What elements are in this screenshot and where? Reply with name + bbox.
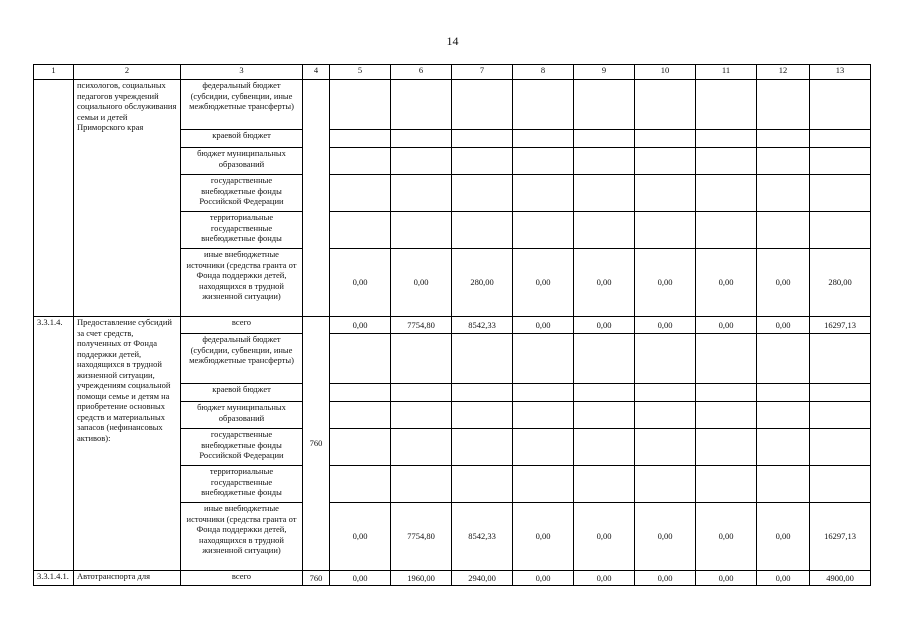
value-cell: 0,00 (330, 317, 391, 334)
value-cell (635, 384, 696, 402)
value-cell (391, 212, 452, 249)
value-cell: 0,00 (513, 249, 574, 317)
value-cell: 0,00 (757, 503, 810, 571)
value-cell: 0,00 (574, 249, 635, 317)
value-cell (696, 175, 757, 212)
value-cell (513, 80, 574, 130)
value-cell: 2940,00 (452, 571, 513, 586)
header-cell: 11 (696, 65, 757, 80)
value-cell (635, 212, 696, 249)
value-cell (452, 175, 513, 212)
value-cell (330, 175, 391, 212)
value-cell: 8542,33 (452, 317, 513, 334)
budget-table (33, 64, 871, 586)
table-row (34, 317, 871, 334)
value-cell: 0,00 (635, 249, 696, 317)
value-cell (696, 212, 757, 249)
header-cell: 6 (391, 65, 452, 80)
header-cell: 10 (635, 65, 696, 80)
value-cell (635, 80, 696, 130)
value-cell (513, 384, 574, 402)
value-cell: 0,00 (574, 317, 635, 334)
value-cell: 280,00 (452, 249, 513, 317)
value-cell (810, 429, 871, 466)
funding-source: территориальные государственные внебюджетные фонды (181, 212, 303, 249)
table-row (34, 80, 871, 130)
value-cell: 7754,80 (391, 503, 452, 571)
page-number: 14 (446, 34, 459, 48)
col4-cell: 760 (303, 317, 330, 571)
value-cell: 0,00 (696, 571, 757, 586)
value-cell (330, 429, 391, 466)
value-cell (635, 466, 696, 503)
header-cell: 8 (513, 65, 574, 80)
value-cell (513, 175, 574, 212)
header-row (34, 65, 871, 80)
value-cell (513, 466, 574, 503)
value-cell (757, 130, 810, 148)
value-cell (810, 148, 871, 175)
funding-source: всего (181, 571, 303, 586)
value-cell (452, 466, 513, 503)
item-name: психологов, социальных педагогов учреждений социального обслуживания семьи и детей Приморского края (74, 80, 181, 317)
value-cell (635, 402, 696, 429)
header-cell: 4 (303, 65, 330, 80)
value-cell (330, 402, 391, 429)
value-cell (452, 130, 513, 148)
value-cell (810, 384, 871, 402)
value-cell (696, 80, 757, 130)
table-row (34, 571, 871, 586)
value-cell: 0,00 (574, 571, 635, 586)
value-cell (635, 334, 696, 384)
value-cell: 0,00 (330, 249, 391, 317)
value-cell (513, 130, 574, 148)
header-cell: 9 (574, 65, 635, 80)
value-cell (452, 384, 513, 402)
value-cell (757, 429, 810, 466)
value-cell: 0,00 (696, 317, 757, 334)
value-cell (635, 148, 696, 175)
value-cell (635, 429, 696, 466)
value-cell: 0,00 (330, 571, 391, 586)
header-cell: 12 (757, 65, 810, 80)
value-cell (513, 212, 574, 249)
value-cell (757, 212, 810, 249)
value-cell (452, 80, 513, 130)
value-cell: 0,00 (391, 249, 452, 317)
value-cell (696, 148, 757, 175)
funding-source: государственные внебюджетные фонды Российской Федерации (181, 175, 303, 212)
value-cell (513, 402, 574, 429)
value-cell (757, 384, 810, 402)
value-cell (574, 402, 635, 429)
value-cell (391, 384, 452, 402)
value-cell (757, 175, 810, 212)
header-cell: 5 (330, 65, 391, 80)
value-cell (574, 212, 635, 249)
value-cell (330, 334, 391, 384)
col4-cell: 760 (303, 571, 330, 586)
code-cell: 3.3.1.4.1. (34, 571, 74, 586)
value-cell (574, 80, 635, 130)
value-cell (635, 175, 696, 212)
value-cell (391, 402, 452, 429)
header-cell: 3 (181, 65, 303, 80)
value-cell (810, 334, 871, 384)
header-cell: 13 (810, 65, 871, 80)
funding-source: бюджет муниципальных образований (181, 402, 303, 429)
code-cell (34, 80, 74, 317)
value-cell: 0,00 (696, 503, 757, 571)
value-cell (757, 334, 810, 384)
value-cell (574, 384, 635, 402)
col4-cell (303, 80, 330, 317)
value-cell (696, 334, 757, 384)
funding-source: государственные внебюджетные фонды Российской Федерации (181, 429, 303, 466)
value-cell (696, 402, 757, 429)
funding-source: краевой бюджет (181, 130, 303, 148)
value-cell (696, 429, 757, 466)
value-cell (757, 402, 810, 429)
funding-source: иные внебюджетные источники (средства гранта от Фонда поддержки детей, находящихся в трудной жизненной ситуации) (181, 249, 303, 317)
value-cell (513, 334, 574, 384)
value-cell (391, 148, 452, 175)
value-cell: 0,00 (757, 571, 810, 586)
value-cell (574, 466, 635, 503)
value-cell (513, 148, 574, 175)
value-cell: 0,00 (513, 571, 574, 586)
code-cell: 3.3.1.4. (34, 317, 74, 571)
value-cell: 0,00 (574, 503, 635, 571)
value-cell (391, 130, 452, 148)
value-cell (574, 175, 635, 212)
value-cell: 0,00 (330, 503, 391, 571)
value-cell: 4900,00 (810, 571, 871, 586)
value-cell: 0,00 (696, 249, 757, 317)
value-cell (391, 175, 452, 212)
funding-source: территориальные государственные внебюджетные фонды (181, 466, 303, 503)
value-cell (757, 80, 810, 130)
item-name: Предоставление субсидий за счет средств, полученных от Фонда поддержки детей, находящихся в трудной жизненной ситуации, учреждениям социальной помощи семье и детям на приобретение основных средств и материальных запасов (нефинансовых активов): (74, 317, 181, 571)
value-cell (330, 384, 391, 402)
value-cell (696, 130, 757, 148)
value-cell (391, 429, 452, 466)
value-cell (330, 148, 391, 175)
value-cell: 0,00 (513, 317, 574, 334)
value-cell: 8542,33 (452, 503, 513, 571)
value-cell (330, 130, 391, 148)
value-cell: 0,00 (635, 317, 696, 334)
funding-source: бюджет муниципальных образований (181, 148, 303, 175)
value-cell (330, 466, 391, 503)
value-cell: 0,00 (513, 503, 574, 571)
value-cell (810, 80, 871, 130)
funding-source: федеральный бюджет (субсидии, субвенции, иные межбюджетные трансферты) (181, 80, 303, 130)
value-cell (757, 466, 810, 503)
value-cell: 280,00 (810, 249, 871, 317)
value-cell (574, 334, 635, 384)
value-cell (574, 148, 635, 175)
value-cell (810, 175, 871, 212)
value-cell: 0,00 (757, 317, 810, 334)
value-cell (810, 402, 871, 429)
value-cell: 1960,00 (391, 571, 452, 586)
value-cell (452, 334, 513, 384)
value-cell (810, 466, 871, 503)
value-cell (330, 212, 391, 249)
value-cell (513, 429, 574, 466)
funding-source: иные внебюджетные источники (средства гранта от Фонда поддержки детей, находящихся в трудной жизненной ситуации) (181, 503, 303, 571)
funding-source: всего (181, 317, 303, 334)
value-cell (452, 429, 513, 466)
funding-source: федеральный бюджет (субсидии, субвенции, иные межбюджетные трансферты) (181, 334, 303, 384)
value-cell: 7754,80 (391, 317, 452, 334)
value-cell (391, 80, 452, 130)
header-cell: 1 (34, 65, 74, 80)
value-cell (391, 466, 452, 503)
value-cell (696, 466, 757, 503)
value-cell: 0,00 (635, 503, 696, 571)
item-name: Автотранспорта для (74, 571, 181, 586)
value-cell (696, 384, 757, 402)
value-cell: 16297,13 (810, 503, 871, 571)
value-cell (574, 429, 635, 466)
value-cell (757, 148, 810, 175)
value-cell (330, 80, 391, 130)
value-cell (391, 334, 452, 384)
value-cell (452, 402, 513, 429)
value-cell (452, 148, 513, 175)
value-cell: 16297,13 (810, 317, 871, 334)
header-cell: 2 (74, 65, 181, 80)
value-cell (635, 130, 696, 148)
value-cell: 0,00 (635, 571, 696, 586)
header-cell: 7 (452, 65, 513, 80)
value-cell (810, 212, 871, 249)
value-cell: 0,00 (757, 249, 810, 317)
value-cell (810, 130, 871, 148)
value-cell (452, 212, 513, 249)
funding-source: краевой бюджет (181, 384, 303, 402)
value-cell (574, 130, 635, 148)
